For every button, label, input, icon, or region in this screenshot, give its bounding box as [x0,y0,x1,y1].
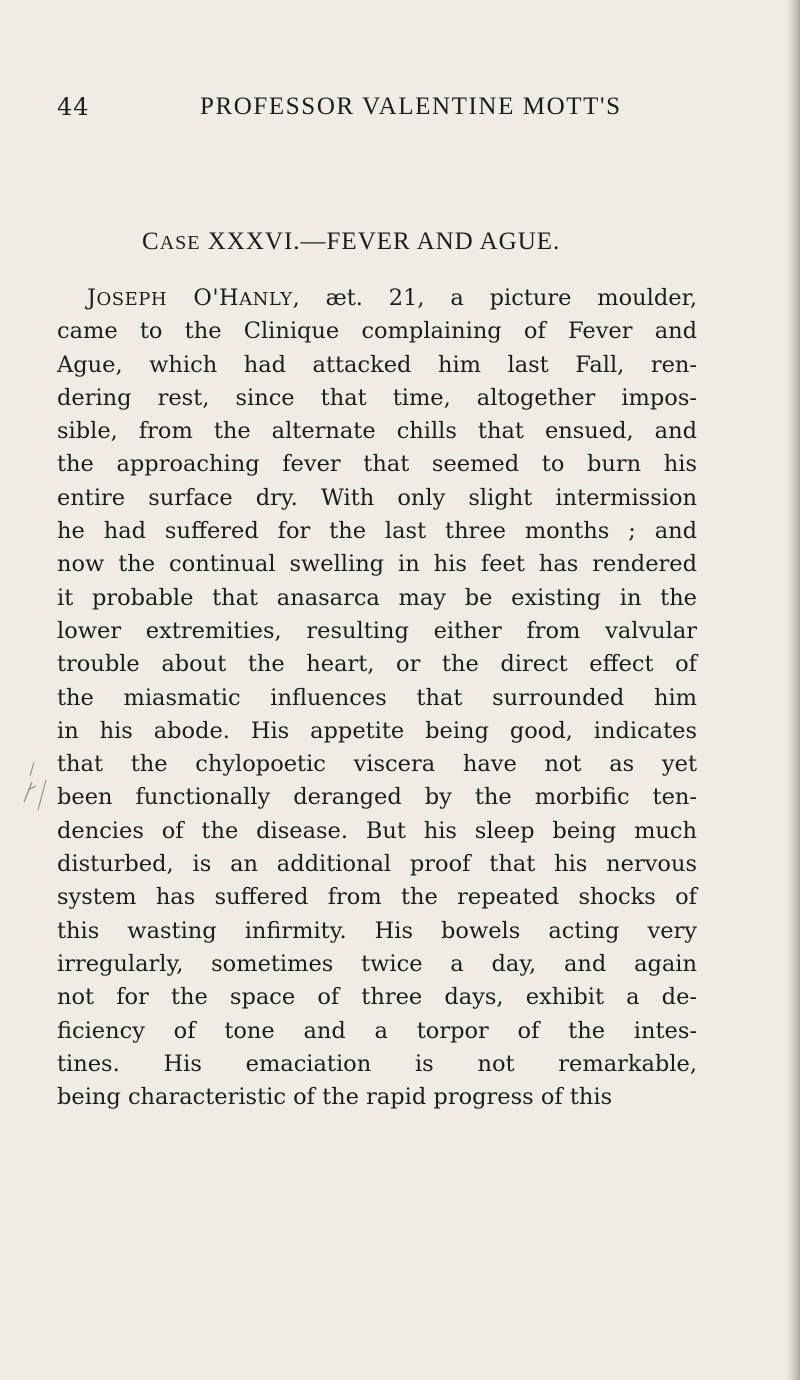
case-heading-title: XXXVI.—FEVER AND AGUE. [200,228,561,255]
case-heading-smallcaps: ASE [159,232,201,254]
body-line: being characteristic of the rapid progress of this [57,1084,613,1111]
body-line: it probable that anasarca may be existing in the [57,584,697,611]
body-line-first: JOSEPH O'HANLY, æt. 21, a picture moulder, [87,285,697,311]
body-line: dencies of the disease. But his sleep being much [57,817,697,844]
case-heading-initial: C [142,228,160,255]
body-line: entire surface dry. With only slight intermission [57,484,697,511]
running-head: PROFESSOR VALENTINE MOTT'S [200,93,622,120]
patient-name: JOSEPH O'HANLY [87,285,293,311]
body-line: the miasmatic influences that surrounded him [57,684,697,711]
body-line: lower extremities, resulting either from valvular [57,617,697,644]
body-line: that the chylopoetic viscera have not as yet [57,751,697,778]
body-line: ficiency of tone and a torpor of the intes- [57,1017,697,1044]
body-line: this wasting infirmity. His bowels acting very [57,917,697,944]
body-line: disturbed, is an additional proof that his nervous [57,851,697,878]
body-paragraph [57,282,697,1114]
body-line: tines. His emaciation is not remarkable, [57,1050,697,1077]
case-heading [142,228,560,256]
body-line: now the continual swelling in his feet has rendered [57,551,697,578]
body-line: irregularly, sometimes twice a day, and again [57,950,697,977]
body-line: the approaching fever that seemed to burn his [57,451,697,478]
body-line: Ague, which had attacked him last Fall, ren- [57,351,697,378]
page-number: 44 [57,93,90,121]
page-header [57,93,657,133]
body-line: in his abode. His appetite being good, indicates [57,717,697,744]
body-line: he had suffered for the last three months ; and [57,518,697,545]
body-line: sible, from the alternate chills that ensued, and [57,418,697,445]
body-line: trouble about the heart, or the direct effect of [57,651,697,678]
body-line: system has suffered from the repeated shocks of [57,884,697,911]
body-line: been functionally deranged by the morbific ten- [57,784,697,811]
body-line: dering rest, since that time, altogether impos- [57,384,697,411]
body-line: not for the space of three days, exhibit a de- [57,984,697,1011]
margin-pencil-mark [22,760,54,820]
body-line: came to the Clinique complaining of Fever and [57,318,697,345]
page-edge-shadow [786,0,800,1380]
